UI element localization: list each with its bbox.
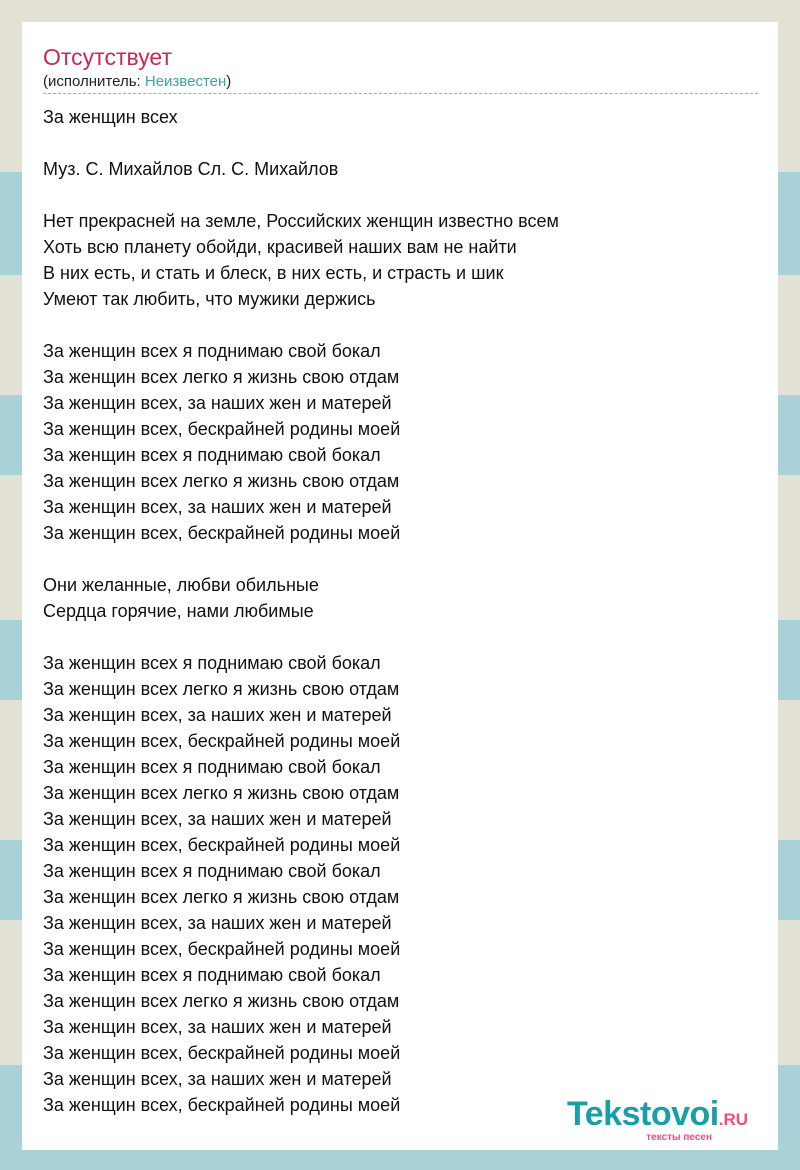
lyric-line: В них есть, и стать и блеск, в них есть, и страсть и шик [43, 263, 504, 283]
lyric-line: За женщин всех я поднимаю свой бокал [43, 861, 381, 881]
logo-wordmark [567, 1096, 748, 1132]
lyric-line: За женщин всех я поднимаю свой бокал [43, 757, 381, 777]
lyric-line: За женщин всех, за наших жен и матерей [43, 497, 392, 517]
artist-link[interactable]: Неизвестен [144, 73, 227, 90]
lyric-line: За женщин всех, бескрайней родины моей [43, 1043, 401, 1063]
song-title: Отсутствует [43, 44, 172, 70]
lyric-line: За женщин всех я поднимаю свой бокал [43, 965, 381, 985]
lyric-line: За женщин всех легко я жизнь свою отдам [43, 991, 400, 1011]
lyric-line: За женщин всех [43, 107, 178, 127]
lyric-line: За женщин всех я поднимаю свой бокал [43, 653, 381, 673]
artist-suffix: ) [226, 73, 232, 90]
artist-line [43, 73, 231, 91]
lyric-line: Хоть всю планету обойди, красивей наших вам не найти [43, 237, 517, 257]
lyric-line: За женщин всех, бескрайней родины моей [43, 939, 401, 959]
lyrics-card [22, 22, 778, 1150]
logo-tld: .RU [718, 1110, 748, 1129]
lyric-line: Нет прекрасней на земле, Российских женщин известно всем [43, 211, 559, 231]
divider [43, 93, 758, 94]
lyric-line: За женщин всех легко я жизнь свою отдам [43, 783, 400, 803]
lyric-line: За женщин всех легко я жизнь свою отдам [43, 471, 400, 491]
lyric-line: За женщин всех, бескрайней родины моей [43, 523, 401, 543]
lyric-line: За женщин всех, бескрайней родины моей [43, 731, 401, 751]
logo-name: Tekstovoi [567, 1095, 719, 1133]
lyric-line: За женщин всех, за наших жен и матерей [43, 393, 392, 413]
lyric-line: Сердца горячие, нами любимые [43, 601, 314, 621]
lyric-line: За женщин всех, бескрайней родины моей [43, 1095, 401, 1115]
lyric-line: За женщин всех легко я жизнь свою отдам [43, 679, 400, 699]
lyric-line: За женщин всех, бескрайней родины моей [43, 835, 401, 855]
logo-tagline: тексты песен [646, 1132, 712, 1143]
lyric-line: Муз. С. Михайлов Сл. С. Михайлов [43, 159, 339, 179]
lyric-line: Они желанные, любви обильные [43, 575, 319, 595]
lyric-line: За женщин всех я поднимаю свой бокал [43, 341, 381, 361]
lyric-line: За женщин всех легко я жизнь свою отдам [43, 367, 400, 387]
artist-prefix: (исполнитель: [43, 73, 145, 90]
site-logo[interactable] [567, 1096, 748, 1144]
lyric-line: За женщин всех, бескрайней родины моей [43, 419, 401, 439]
lyric-line: За женщин всех, за наших жен и матерей [43, 809, 392, 829]
lyric-line: За женщин всех, за наших жен и матерей [43, 1069, 392, 1089]
lyrics-text [43, 104, 559, 1118]
lyric-line: За женщин всех легко я жизнь свою отдам [43, 887, 400, 907]
lyric-line: За женщин всех, за наших жен и матерей [43, 1017, 392, 1037]
lyric-line: За женщин всех, за наших жен и матерей [43, 913, 392, 933]
lyric-line: Умеют так любить, что мужики держись [43, 289, 376, 309]
lyric-line: За женщин всех я поднимаю свой бокал [43, 445, 381, 465]
lyric-line: За женщин всех, за наших жен и матерей [43, 705, 392, 725]
